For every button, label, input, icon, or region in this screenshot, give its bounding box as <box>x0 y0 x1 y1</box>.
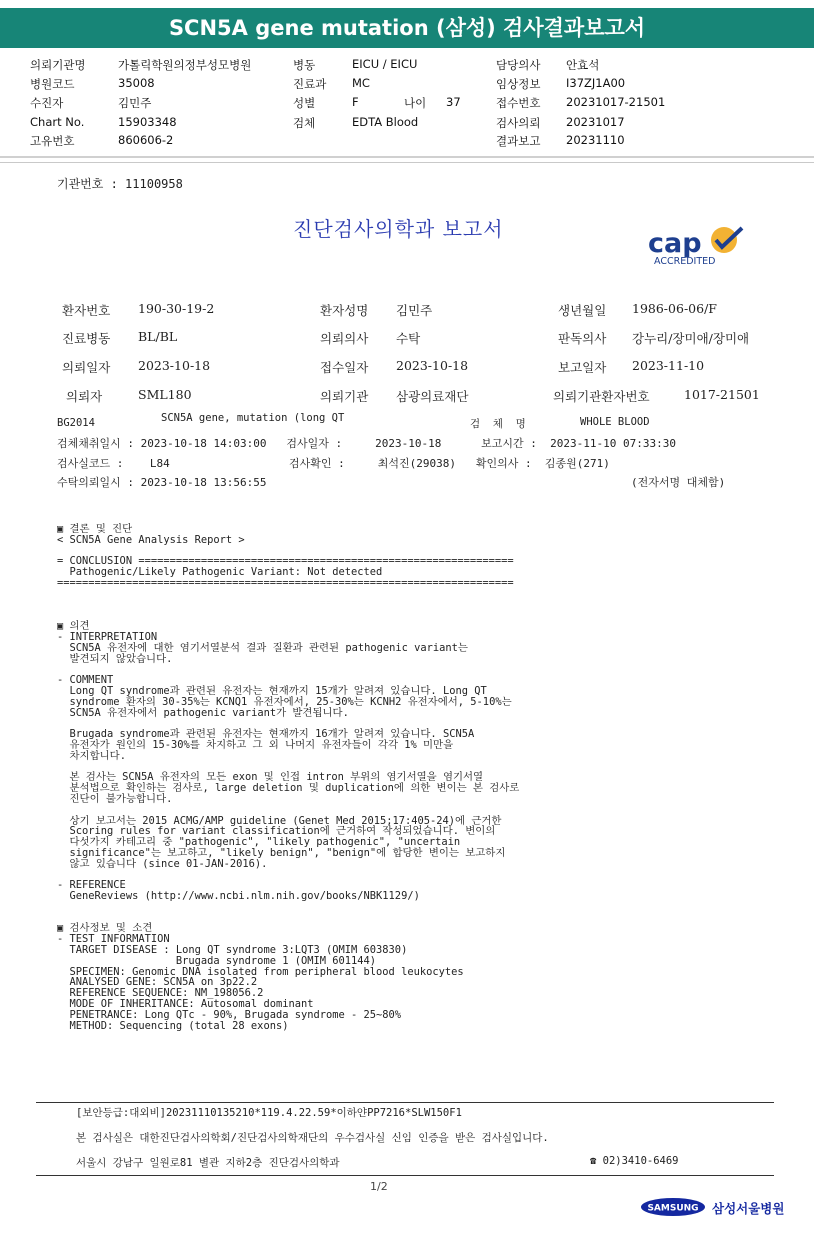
value-chart-no: 15903348 <box>118 115 177 129</box>
test-line-2: 검사실코드 : L84 검사확인 : 최석진(29038) 확인의사 : 김종원(271) <box>57 457 610 470</box>
samsung-logo <box>640 1197 706 1217</box>
label-department: 진료과 <box>293 77 327 91</box>
label-request-date: 검사의뢰 <box>496 116 541 130</box>
value-receipt-no: 20231017-21501 <box>566 95 666 109</box>
test-line-1: 검체채취일시 : 2023-10-18 14:03:00 검사일자 : 2023-10-18 보고시간 : 2023-11-10 07:33:30 <box>57 437 676 450</box>
value-doctor: 안효석 <box>566 58 600 72</box>
report-line: Brugada syndrome과 관련된 유전자는 현재까지 16개가 알려져 있습니다. SCN5A <box>57 728 475 741</box>
report-line: ▣ 결론 및 진단 <box>57 523 133 535</box>
report-line: Brugada syndrome 1 (OMIM 601144) <box>57 954 377 967</box>
label-sex: 성별 <box>293 96 316 110</box>
certification-text: 본 검사실은 대한진단검사의학회/진단검사의학재단의 우수검사실 신임 인증을 받은 검사실입니다. <box>76 1132 549 1144</box>
report-line <box>57 902 519 913</box>
label-ward: 병동 <box>293 58 316 72</box>
label-result-date: 결과보고 <box>496 134 541 148</box>
value-sex: F <box>352 95 359 109</box>
report-line: - TEST INFORMATION <box>57 933 170 946</box>
label-requester: 의뢰자 <box>66 389 103 404</box>
value-patient: 김민주 <box>118 96 152 110</box>
address-text: 서울시 강남구 일원로81 별관 지하2층 진단검사의학과 <box>76 1157 340 1169</box>
label-birthdate: 생년월일 <box>558 303 607 318</box>
value-unique-no: 860606-2 <box>118 133 174 147</box>
report-line: < SCN5A Gene Analysis Report > <box>57 533 245 546</box>
value-request-date: 20231017 <box>566 115 625 129</box>
header-divider-2 <box>0 162 814 163</box>
report-line: SCN5A 유전자에서 pathogenic variant가 발견됩니다. <box>57 706 349 719</box>
label-doctor: 담당의사 <box>496 58 541 72</box>
label-requesting-doctor: 의뢰의사 <box>320 331 369 346</box>
report-line: syndrome 환자의 30-35%는 KCNQ1 유전자에서, 25-30%는 KCNH2 유전자에서, 5-10%는 <box>57 695 512 708</box>
label-requesting-institution: 의뢰기관 <box>320 389 369 404</box>
label-institution: 의뢰기관명 <box>30 58 86 72</box>
report-line: 유전자가 원인의 15-30%를 차지하고 그 외 나머지 유전자들이 각각 1% 미만을 <box>57 738 454 751</box>
value-requesting-doctor: 수탁 <box>396 331 421 346</box>
label-specimen: 검체 <box>293 116 316 130</box>
footer-top-line <box>36 1102 774 1103</box>
value-birthdate: 1986-06-06/F <box>632 301 717 316</box>
page-number: 1/2 <box>370 1180 388 1193</box>
report-line: = CONCLUSION ============================================================ <box>57 555 514 568</box>
report-line: 진단이 불가능합니다. <box>57 792 173 805</box>
value-reading-doctor: 강누리/장미애/장미애 <box>632 331 750 346</box>
label-request-day: 의뢰일자 <box>62 360 111 375</box>
label-chart-no: Chart No. <box>30 115 85 129</box>
value-report-day: 2023-11-10 <box>632 358 705 373</box>
value-age: 37 <box>446 95 461 109</box>
report-line: significance"는 보고하고, "likely benign", "benign"에 합당한 변이는 보고하지 <box>57 846 506 859</box>
report-line: - REFERENCE <box>57 879 126 892</box>
label-hospital-code: 병원코드 <box>30 77 75 91</box>
label-patient-no: 환자번호 <box>62 303 111 318</box>
label-patient-name: 환자성명 <box>320 303 369 318</box>
test-code: BG2014 <box>57 417 95 429</box>
label-unique-no: 고유번호 <box>30 134 75 148</box>
security-line: [보안등급:대외비]20231110135210*119.4.22.59*이하얀PP7216*SLW150F1 <box>76 1107 462 1119</box>
label-patient: 수진자 <box>30 96 64 110</box>
report-line: SPECIMEN: Genomic DNA isolated from peripheral blood leukocytes <box>57 965 464 978</box>
report-heading: 진단검사의학과 보고서 <box>293 217 504 241</box>
report-line: Pathogenic/Likely Pathogenic Variant: Not detected <box>57 566 383 579</box>
value-requesting-institution: 삼광의료재단 <box>396 389 469 404</box>
value-patient-no: 190-30-19-2 <box>138 301 215 316</box>
report-line: Scoring rules for variant classification에 근거하여 작성되었습니다. 변이의 <box>57 825 496 838</box>
report-line: MODE OF INHERITANCE: Autosomal dominant <box>57 998 314 1011</box>
report-line <box>57 610 519 621</box>
report-line <box>57 589 519 600</box>
label-report-day: 보고일자 <box>558 360 607 375</box>
value-request-day: 2023-10-18 <box>138 358 211 373</box>
test-line-3: 수탁의뢰일시 : 2023-10-18 13:56:55 <box>57 476 267 489</box>
report-line: METHOD: Sequencing (total 28 exons) <box>57 1019 289 1032</box>
report-line: - INTERPRETATION <box>57 630 158 643</box>
report-line: 발견되지 않았습니다. <box>57 652 173 665</box>
value-result-date: 20231110 <box>566 133 625 147</box>
header-divider <box>0 156 814 158</box>
institution-number: 기관번호 : 11100958 <box>57 177 183 191</box>
report-line: 다섯가지 카테고리 중 "pathogenic", "likely pathogenic", "uncertain <box>57 836 461 849</box>
samsung-logo-text: SAMSUNG <box>647 1203 699 1214</box>
footer-bottom-line <box>36 1175 774 1176</box>
report-body <box>57 524 519 1031</box>
value-ward-bl: BL/BL <box>138 329 178 344</box>
value-institution: 가톨릭학원의정부성모병원 <box>118 58 252 72</box>
report-line <box>57 600 519 611</box>
report-line: TARGET DISEASE : Long QT syndrome 3:LQT3 (OMIM 603830) <box>57 944 408 957</box>
esign-note: (전자서명 대체함) <box>631 476 726 489</box>
report-line <box>57 664 519 675</box>
report-line: Long QT syndrome과 관련된 유전자는 현재까지 15개가 알려져 있습니다. Long QT <box>57 684 487 697</box>
phone-text: ☎ 02)3410-6469 <box>590 1155 679 1167</box>
report-title-bar: SCN5A gene mutation (삼성) 검사결과보고서 <box>0 8 814 48</box>
value-ward: EICU / EICU <box>352 57 418 71</box>
report-line: ANALYSED GENE: SCN5A on 3p22.2 <box>57 976 258 989</box>
label-ward-bl: 진료병동 <box>62 331 111 346</box>
report-line: ▣ 검사정보 및 소견 <box>57 922 153 935</box>
hospital-name: 삼성서울병원 <box>712 1201 785 1216</box>
report-line: REFERENCE SEQUENCE: NM_198056.2 <box>57 987 264 1000</box>
report-line: ========================================================================= <box>57 576 514 589</box>
value-receipt-day: 2023-10-18 <box>396 358 469 373</box>
report-line: 본 검사는 SCN5A 유전자의 모든 exon 및 인접 intron 부위의 염기서열을 염기서열 <box>57 771 484 784</box>
report-line: PENETRANCE: Long QTc - 90%, Brugada syndrome - 25~80% <box>57 1008 402 1021</box>
value-hospital-code: 35008 <box>118 76 155 90</box>
report-line: SCN5A 유전자에 대한 염기서열분석 결과 질환과 관련된 pathogenic variant는 <box>57 641 468 654</box>
value-patient-name: 김민주 <box>396 303 433 318</box>
value-clinical-info: I37ZJ1A00 <box>566 76 626 90</box>
value-institution-patient-no: 1017-21501 <box>684 387 760 402</box>
cap-logo-sub: ACCREDITED <box>654 256 716 267</box>
specimen-label: 검 체 명 <box>470 418 526 430</box>
report-line: GeneReviews (http://www.ncbi.nlm.nih.gov/books/NBK1129/) <box>57 890 420 903</box>
test-name: SCN5A gene, mutation (long QT <box>161 412 345 424</box>
report-line <box>57 805 519 816</box>
report-line: - COMMENT <box>57 674 114 687</box>
cap-logo-text: cap <box>648 228 702 259</box>
label-reading-doctor: 판독의사 <box>558 331 607 346</box>
report-line: 않고 있습니다 (since 01-JAN-2016). <box>57 857 268 870</box>
report-line: ▣ 의견 <box>57 620 90 633</box>
label-clinical-info: 임상정보 <box>496 77 541 91</box>
report-line <box>57 870 519 881</box>
label-receipt-day: 접수일자 <box>320 360 369 375</box>
report-line: 상기 보고서는 2015 ACMG/AMP guideline (Genet Med 2015;17:405-24)에 근거한 <box>57 814 502 827</box>
report-line: 분석법으로 확인하는 검사로, large deletion 및 duplication에 의한 변이는 본 검사로 <box>57 782 520 795</box>
label-age: 나이 <box>404 96 427 110</box>
cap-accredited-logo <box>646 222 756 270</box>
report-line: 차지합니다. <box>57 749 126 762</box>
label-receipt-no: 접수번호 <box>496 96 541 110</box>
value-department: MC <box>352 76 370 90</box>
label-institution-patient-no: 의뢰기관환자번호 <box>553 389 650 404</box>
specimen-name: WHOLE BLOOD <box>580 416 650 428</box>
value-requester: SML180 <box>138 387 192 402</box>
value-specimen: EDTA Blood <box>352 115 419 129</box>
